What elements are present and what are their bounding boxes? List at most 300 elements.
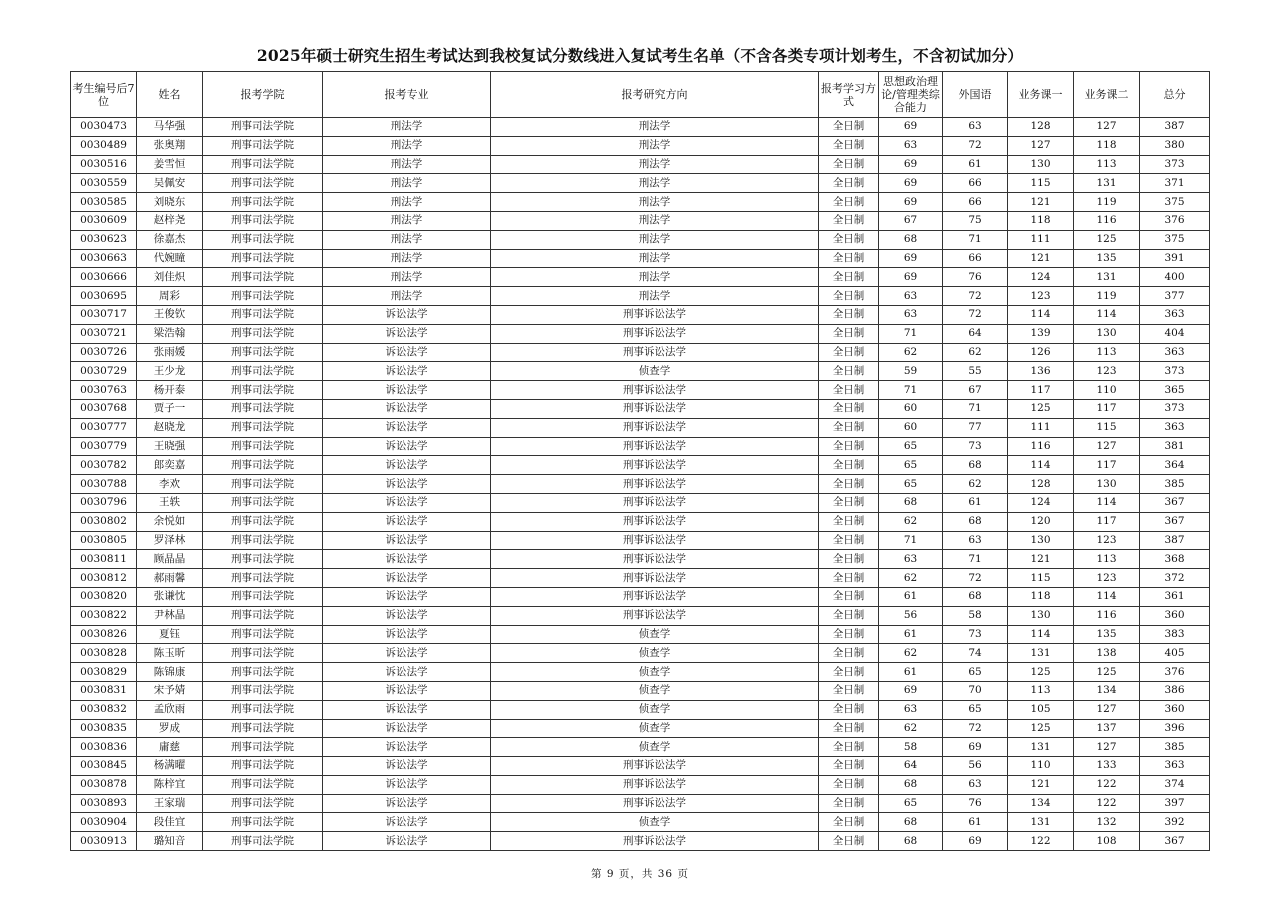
cell-college: 刑事司法学院	[203, 230, 323, 249]
cell-subject-one: 105	[1008, 700, 1074, 719]
cell-major: 刑法学	[323, 230, 491, 249]
table-row	[71, 644, 1210, 663]
cell-subject-one: 123	[1008, 287, 1074, 306]
cell-subject-two: 117	[1074, 456, 1140, 475]
cell-subject-one: 118	[1008, 587, 1074, 606]
cell-politics: 63	[879, 136, 943, 155]
cell-major: 诉讼法学	[323, 550, 491, 569]
cell-politics: 65	[879, 437, 943, 456]
cell-college: 刑事司法学院	[203, 569, 323, 588]
cell-study-mode: 全日制	[819, 193, 879, 212]
cell-foreign-language: 68	[943, 456, 1008, 475]
cell-subject-two: 110	[1074, 381, 1140, 400]
table-row	[71, 174, 1210, 193]
cell-major: 诉讼法学	[323, 625, 491, 644]
cell-exam-id: 0030489	[71, 136, 137, 155]
cell-subject-two: 134	[1074, 681, 1140, 700]
cell-major: 诉讼法学	[323, 663, 491, 682]
cell-major: 刑法学	[323, 211, 491, 230]
cell-research-direction: 刑事诉讼法学	[491, 832, 819, 851]
cell-study-mode: 全日制	[819, 757, 879, 776]
cell-politics: 67	[879, 211, 943, 230]
cell-subject-two: 137	[1074, 719, 1140, 738]
cell-politics: 56	[879, 606, 943, 625]
cell-research-direction: 刑事诉讼法学	[491, 418, 819, 437]
cell-study-mode: 全日制	[819, 268, 879, 287]
cell-college: 刑事司法学院	[203, 550, 323, 569]
cell-total: 363	[1140, 418, 1210, 437]
cell-name: 段佳宜	[137, 813, 203, 832]
cell-total: 386	[1140, 681, 1210, 700]
table-row	[71, 418, 1210, 437]
cell-study-mode: 全日制	[819, 663, 879, 682]
header-foreign-language: 外国语	[943, 72, 1008, 118]
cell-subject-one: 125	[1008, 719, 1074, 738]
cell-subject-one: 128	[1008, 118, 1074, 137]
table-row	[71, 663, 1210, 682]
table-row	[71, 832, 1210, 851]
header-major: 报考专业	[323, 72, 491, 118]
cell-college: 刑事司法学院	[203, 587, 323, 606]
cell-total: 363	[1140, 343, 1210, 362]
cell-research-direction: 刑法学	[491, 249, 819, 268]
cell-major: 诉讼法学	[323, 719, 491, 738]
table-body	[71, 118, 1210, 851]
cell-research-direction: 侦查学	[491, 644, 819, 663]
cell-major: 诉讼法学	[323, 832, 491, 851]
cell-research-direction: 侦查学	[491, 719, 819, 738]
cell-college: 刑事司法学院	[203, 493, 323, 512]
cell-politics: 65	[879, 456, 943, 475]
cell-exam-id: 0030782	[71, 456, 137, 475]
cell-college: 刑事司法学院	[203, 381, 323, 400]
cell-study-mode: 全日制	[819, 832, 879, 851]
cell-college: 刑事司法学院	[203, 644, 323, 663]
cell-study-mode: 全日制	[819, 118, 879, 137]
cell-total: 360	[1140, 606, 1210, 625]
cell-exam-id: 0030695	[71, 287, 137, 306]
cell-name: 梁浩翰	[137, 324, 203, 343]
cell-politics: 65	[879, 475, 943, 494]
cell-research-direction: 刑法学	[491, 268, 819, 287]
cell-total: 372	[1140, 569, 1210, 588]
header-politics: 思想政治理论/管理类综合能力	[879, 72, 943, 118]
table-row	[71, 625, 1210, 644]
cell-politics: 69	[879, 174, 943, 193]
cell-major: 诉讼法学	[323, 775, 491, 794]
cell-college: 刑事司法学院	[203, 418, 323, 437]
cell-research-direction: 刑事诉讼法学	[491, 606, 819, 625]
cell-study-mode: 全日制	[819, 324, 879, 343]
cell-subject-two: 127	[1074, 738, 1140, 757]
cell-major: 刑法学	[323, 268, 491, 287]
cell-subject-two: 133	[1074, 757, 1140, 776]
header-study-mode: 报考学习方式	[819, 72, 879, 118]
table-row	[71, 193, 1210, 212]
cell-subject-two: 138	[1074, 644, 1140, 663]
cell-study-mode: 全日制	[819, 155, 879, 174]
table-row	[71, 249, 1210, 268]
table-row	[71, 738, 1210, 757]
cell-total: 377	[1140, 287, 1210, 306]
cell-total: 367	[1140, 512, 1210, 531]
cell-research-direction: 刑法学	[491, 287, 819, 306]
cell-name: 王轶	[137, 493, 203, 512]
cell-politics: 62	[879, 569, 943, 588]
cell-major: 诉讼法学	[323, 700, 491, 719]
table-row	[71, 775, 1210, 794]
cell-subject-one: 124	[1008, 493, 1074, 512]
cell-college: 刑事司法学院	[203, 305, 323, 324]
cell-study-mode: 全日制	[819, 625, 879, 644]
cell-college: 刑事司法学院	[203, 287, 323, 306]
cell-major: 诉讼法学	[323, 399, 491, 418]
cell-subject-two: 135	[1074, 249, 1140, 268]
cell-foreign-language: 64	[943, 324, 1008, 343]
cell-exam-id: 0030811	[71, 550, 137, 569]
cell-total: 383	[1140, 625, 1210, 644]
cell-major: 诉讼法学	[323, 456, 491, 475]
cell-total: 373	[1140, 362, 1210, 381]
cell-college: 刑事司法学院	[203, 118, 323, 137]
cell-total: 397	[1140, 794, 1210, 813]
cell-name: 陈锦康	[137, 663, 203, 682]
cell-exam-id: 0030768	[71, 399, 137, 418]
cell-name: 杨开泰	[137, 381, 203, 400]
cell-name: 陈玉昕	[137, 644, 203, 663]
table-row	[71, 794, 1210, 813]
cell-college: 刑事司法学院	[203, 174, 323, 193]
cell-study-mode: 全日制	[819, 738, 879, 757]
cell-total: 375	[1140, 193, 1210, 212]
cell-major: 刑法学	[323, 193, 491, 212]
cell-exam-id: 0030623	[71, 230, 137, 249]
cell-politics: 71	[879, 381, 943, 400]
cell-name: 刘佳炽	[137, 268, 203, 287]
cell-subject-one: 131	[1008, 813, 1074, 832]
cell-total: 371	[1140, 174, 1210, 193]
cell-study-mode: 全日制	[819, 475, 879, 494]
cell-research-direction: 刑事诉讼法学	[491, 343, 819, 362]
cell-subject-two: 122	[1074, 794, 1140, 813]
table-row	[71, 587, 1210, 606]
cell-subject-one: 125	[1008, 399, 1074, 418]
cell-major: 刑法学	[323, 174, 491, 193]
cell-research-direction: 刑事诉讼法学	[491, 569, 819, 588]
header-subject-one: 业务课一	[1008, 72, 1074, 118]
cell-total: 381	[1140, 437, 1210, 456]
cell-exam-id: 0030893	[71, 794, 137, 813]
cell-research-direction: 刑法学	[491, 193, 819, 212]
cell-study-mode: 全日制	[819, 343, 879, 362]
cell-subject-two: 123	[1074, 531, 1140, 550]
cell-subject-two: 132	[1074, 813, 1140, 832]
header-exam-id: 考生编号后7位	[71, 72, 137, 118]
cell-name: 余悦如	[137, 512, 203, 531]
cell-politics: 68	[879, 493, 943, 512]
cell-name: 赵晓龙	[137, 418, 203, 437]
cell-college: 刑事司法学院	[203, 343, 323, 362]
cell-politics: 62	[879, 719, 943, 738]
cell-name: 徐嘉杰	[137, 230, 203, 249]
cell-major: 诉讼法学	[323, 738, 491, 757]
cell-exam-id: 0030609	[71, 211, 137, 230]
cell-politics: 58	[879, 738, 943, 757]
cell-name: 顾晶晶	[137, 550, 203, 569]
cell-politics: 68	[879, 832, 943, 851]
cell-name: 姜雪恒	[137, 155, 203, 174]
cell-name: 马华强	[137, 118, 203, 137]
cell-subject-one: 127	[1008, 136, 1074, 155]
cell-study-mode: 全日制	[819, 719, 879, 738]
cell-name: 庸慈	[137, 738, 203, 757]
cell-name: 周彩	[137, 287, 203, 306]
cell-subject-one: 134	[1008, 794, 1074, 813]
cell-major: 诉讼法学	[323, 418, 491, 437]
header-college: 报考学院	[203, 72, 323, 118]
cell-foreign-language: 67	[943, 381, 1008, 400]
cell-research-direction: 刑事诉讼法学	[491, 305, 819, 324]
cell-total: 400	[1140, 268, 1210, 287]
cell-total: 385	[1140, 738, 1210, 757]
cell-total: 363	[1140, 757, 1210, 776]
cell-study-mode: 全日制	[819, 644, 879, 663]
cell-subject-one: 130	[1008, 531, 1074, 550]
cell-foreign-language: 72	[943, 287, 1008, 306]
cell-total: 387	[1140, 531, 1210, 550]
cell-subject-two: 113	[1074, 155, 1140, 174]
cell-college: 刑事司法学院	[203, 399, 323, 418]
cell-politics: 61	[879, 625, 943, 644]
cell-foreign-language: 71	[943, 230, 1008, 249]
cell-college: 刑事司法学院	[203, 437, 323, 456]
cell-college: 刑事司法学院	[203, 155, 323, 174]
cell-foreign-language: 63	[943, 118, 1008, 137]
cell-name: 王俊钦	[137, 305, 203, 324]
cell-research-direction: 侦查学	[491, 663, 819, 682]
cell-major: 诉讼法学	[323, 757, 491, 776]
cell-research-direction: 刑法学	[491, 174, 819, 193]
cell-research-direction: 刑事诉讼法学	[491, 531, 819, 550]
cell-college: 刑事司法学院	[203, 249, 323, 268]
header-research-direction: 报考研究方向	[491, 72, 819, 118]
table-row	[71, 813, 1210, 832]
cell-research-direction: 刑法学	[491, 136, 819, 155]
cell-college: 刑事司法学院	[203, 663, 323, 682]
cell-politics: 68	[879, 813, 943, 832]
cell-major: 诉讼法学	[323, 493, 491, 512]
cell-subject-two: 122	[1074, 775, 1140, 794]
cell-foreign-language: 71	[943, 550, 1008, 569]
cell-subject-two: 127	[1074, 700, 1140, 719]
cell-college: 刑事司法学院	[203, 324, 323, 343]
cell-exam-id: 0030763	[71, 381, 137, 400]
cell-study-mode: 全日制	[819, 174, 879, 193]
cell-college: 刑事司法学院	[203, 136, 323, 155]
cell-subject-two: 108	[1074, 832, 1140, 851]
cell-major: 诉讼法学	[323, 794, 491, 813]
cell-foreign-language: 69	[943, 738, 1008, 757]
table-row	[71, 268, 1210, 287]
table-row	[71, 700, 1210, 719]
cell-foreign-language: 65	[943, 663, 1008, 682]
cell-subject-two: 114	[1074, 587, 1140, 606]
cell-study-mode: 全日制	[819, 249, 879, 268]
cell-politics: 71	[879, 531, 943, 550]
cell-subject-two: 116	[1074, 606, 1140, 625]
table-row	[71, 437, 1210, 456]
cell-subject-two: 114	[1074, 493, 1140, 512]
table-row	[71, 719, 1210, 738]
table-row	[71, 399, 1210, 418]
cell-subject-two: 119	[1074, 287, 1140, 306]
cell-research-direction: 刑事诉讼法学	[491, 794, 819, 813]
cell-politics: 62	[879, 343, 943, 362]
cell-study-mode: 全日制	[819, 512, 879, 531]
cell-major: 诉讼法学	[323, 305, 491, 324]
cell-college: 刑事司法学院	[203, 456, 323, 475]
cell-subject-one: 130	[1008, 155, 1074, 174]
cell-subject-one: 115	[1008, 569, 1074, 588]
cell-foreign-language: 72	[943, 569, 1008, 588]
cell-subject-two: 117	[1074, 512, 1140, 531]
cell-subject-one: 124	[1008, 268, 1074, 287]
cell-study-mode: 全日制	[819, 211, 879, 230]
cell-exam-id: 0030559	[71, 174, 137, 193]
cell-subject-two: 115	[1074, 418, 1140, 437]
cell-foreign-language: 62	[943, 343, 1008, 362]
cell-exam-id: 0030828	[71, 644, 137, 663]
cell-exam-id: 0030721	[71, 324, 137, 343]
cell-study-mode: 全日制	[819, 362, 879, 381]
header-subject-two: 业务课二	[1074, 72, 1140, 118]
cell-exam-id: 0030777	[71, 418, 137, 437]
cell-politics: 68	[879, 775, 943, 794]
cell-name: 罗泽林	[137, 531, 203, 550]
cell-foreign-language: 69	[943, 832, 1008, 851]
cell-exam-id: 0030913	[71, 832, 137, 851]
cell-name: 杨满曜	[137, 757, 203, 776]
cell-total: 367	[1140, 832, 1210, 851]
cell-major: 刑法学	[323, 136, 491, 155]
cell-exam-id: 0030831	[71, 681, 137, 700]
cell-research-direction: 刑事诉讼法学	[491, 456, 819, 475]
cell-major: 诉讼法学	[323, 324, 491, 343]
cell-major: 诉讼法学	[323, 343, 491, 362]
table-row	[71, 475, 1210, 494]
table-row	[71, 757, 1210, 776]
cell-foreign-language: 66	[943, 193, 1008, 212]
cell-subject-one: 114	[1008, 305, 1074, 324]
table-row	[71, 606, 1210, 625]
cell-subject-two: 130	[1074, 324, 1140, 343]
table-row	[71, 362, 1210, 381]
cell-name: 罗成	[137, 719, 203, 738]
cell-subject-two: 125	[1074, 663, 1140, 682]
table-row	[71, 550, 1210, 569]
cell-research-direction: 侦查学	[491, 813, 819, 832]
cell-study-mode: 全日制	[819, 456, 879, 475]
cell-research-direction: 侦查学	[491, 362, 819, 381]
cell-exam-id: 0030832	[71, 700, 137, 719]
cell-exam-id: 0030717	[71, 305, 137, 324]
cell-name: 陈梓宜	[137, 775, 203, 794]
cell-exam-id: 0030845	[71, 757, 137, 776]
cell-exam-id: 0030835	[71, 719, 137, 738]
cell-subject-two: 114	[1074, 305, 1140, 324]
cell-study-mode: 全日制	[819, 305, 879, 324]
cell-total: 376	[1140, 211, 1210, 230]
cell-total: 391	[1140, 249, 1210, 268]
cell-exam-id: 0030812	[71, 569, 137, 588]
cell-foreign-language: 77	[943, 418, 1008, 437]
cell-subject-one: 116	[1008, 437, 1074, 456]
cell-subject-one: 110	[1008, 757, 1074, 776]
cell-study-mode: 全日制	[819, 794, 879, 813]
cell-exam-id: 0030666	[71, 268, 137, 287]
cell-exam-id: 0030516	[71, 155, 137, 174]
header-name: 姓名	[137, 72, 203, 118]
cell-college: 刑事司法学院	[203, 606, 323, 625]
cell-research-direction: 刑事诉讼法学	[491, 493, 819, 512]
table-row	[71, 456, 1210, 475]
cell-foreign-language: 75	[943, 211, 1008, 230]
cell-subject-one: 130	[1008, 606, 1074, 625]
cell-total: 360	[1140, 700, 1210, 719]
cell-politics: 60	[879, 418, 943, 437]
cell-major: 诉讼法学	[323, 569, 491, 588]
cell-college: 刑事司法学院	[203, 775, 323, 794]
cell-foreign-language: 72	[943, 136, 1008, 155]
cell-foreign-language: 63	[943, 775, 1008, 794]
cell-name: 王晓强	[137, 437, 203, 456]
cell-politics: 61	[879, 663, 943, 682]
candidate-table	[70, 71, 1210, 851]
cell-subject-two: 130	[1074, 475, 1140, 494]
cell-subject-two: 113	[1074, 343, 1140, 362]
cell-exam-id: 0030826	[71, 625, 137, 644]
table-row	[71, 512, 1210, 531]
cell-subject-two: 119	[1074, 193, 1140, 212]
cell-subject-two: 131	[1074, 174, 1140, 193]
cell-college: 刑事司法学院	[203, 625, 323, 644]
cell-study-mode: 全日制	[819, 606, 879, 625]
cell-name: 李欢	[137, 475, 203, 494]
cell-study-mode: 全日制	[819, 813, 879, 832]
cell-name: 夏钰	[137, 625, 203, 644]
cell-politics: 63	[879, 305, 943, 324]
cell-study-mode: 全日制	[819, 287, 879, 306]
cell-foreign-language: 63	[943, 531, 1008, 550]
cell-total: 387	[1140, 118, 1210, 137]
cell-subject-one: 121	[1008, 550, 1074, 569]
cell-exam-id: 0030729	[71, 362, 137, 381]
cell-politics: 69	[879, 118, 943, 137]
cell-exam-id: 0030822	[71, 606, 137, 625]
cell-major: 刑法学	[323, 287, 491, 306]
cell-study-mode: 全日制	[819, 493, 879, 512]
cell-research-direction: 刑事诉讼法学	[491, 512, 819, 531]
cell-foreign-language: 71	[943, 399, 1008, 418]
cell-college: 刑事司法学院	[203, 475, 323, 494]
cell-major: 诉讼法学	[323, 813, 491, 832]
cell-study-mode: 全日制	[819, 230, 879, 249]
cell-politics: 69	[879, 249, 943, 268]
cell-subject-two: 117	[1074, 399, 1140, 418]
cell-name: 张奥翔	[137, 136, 203, 155]
cell-study-mode: 全日制	[819, 569, 879, 588]
cell-college: 刑事司法学院	[203, 531, 323, 550]
